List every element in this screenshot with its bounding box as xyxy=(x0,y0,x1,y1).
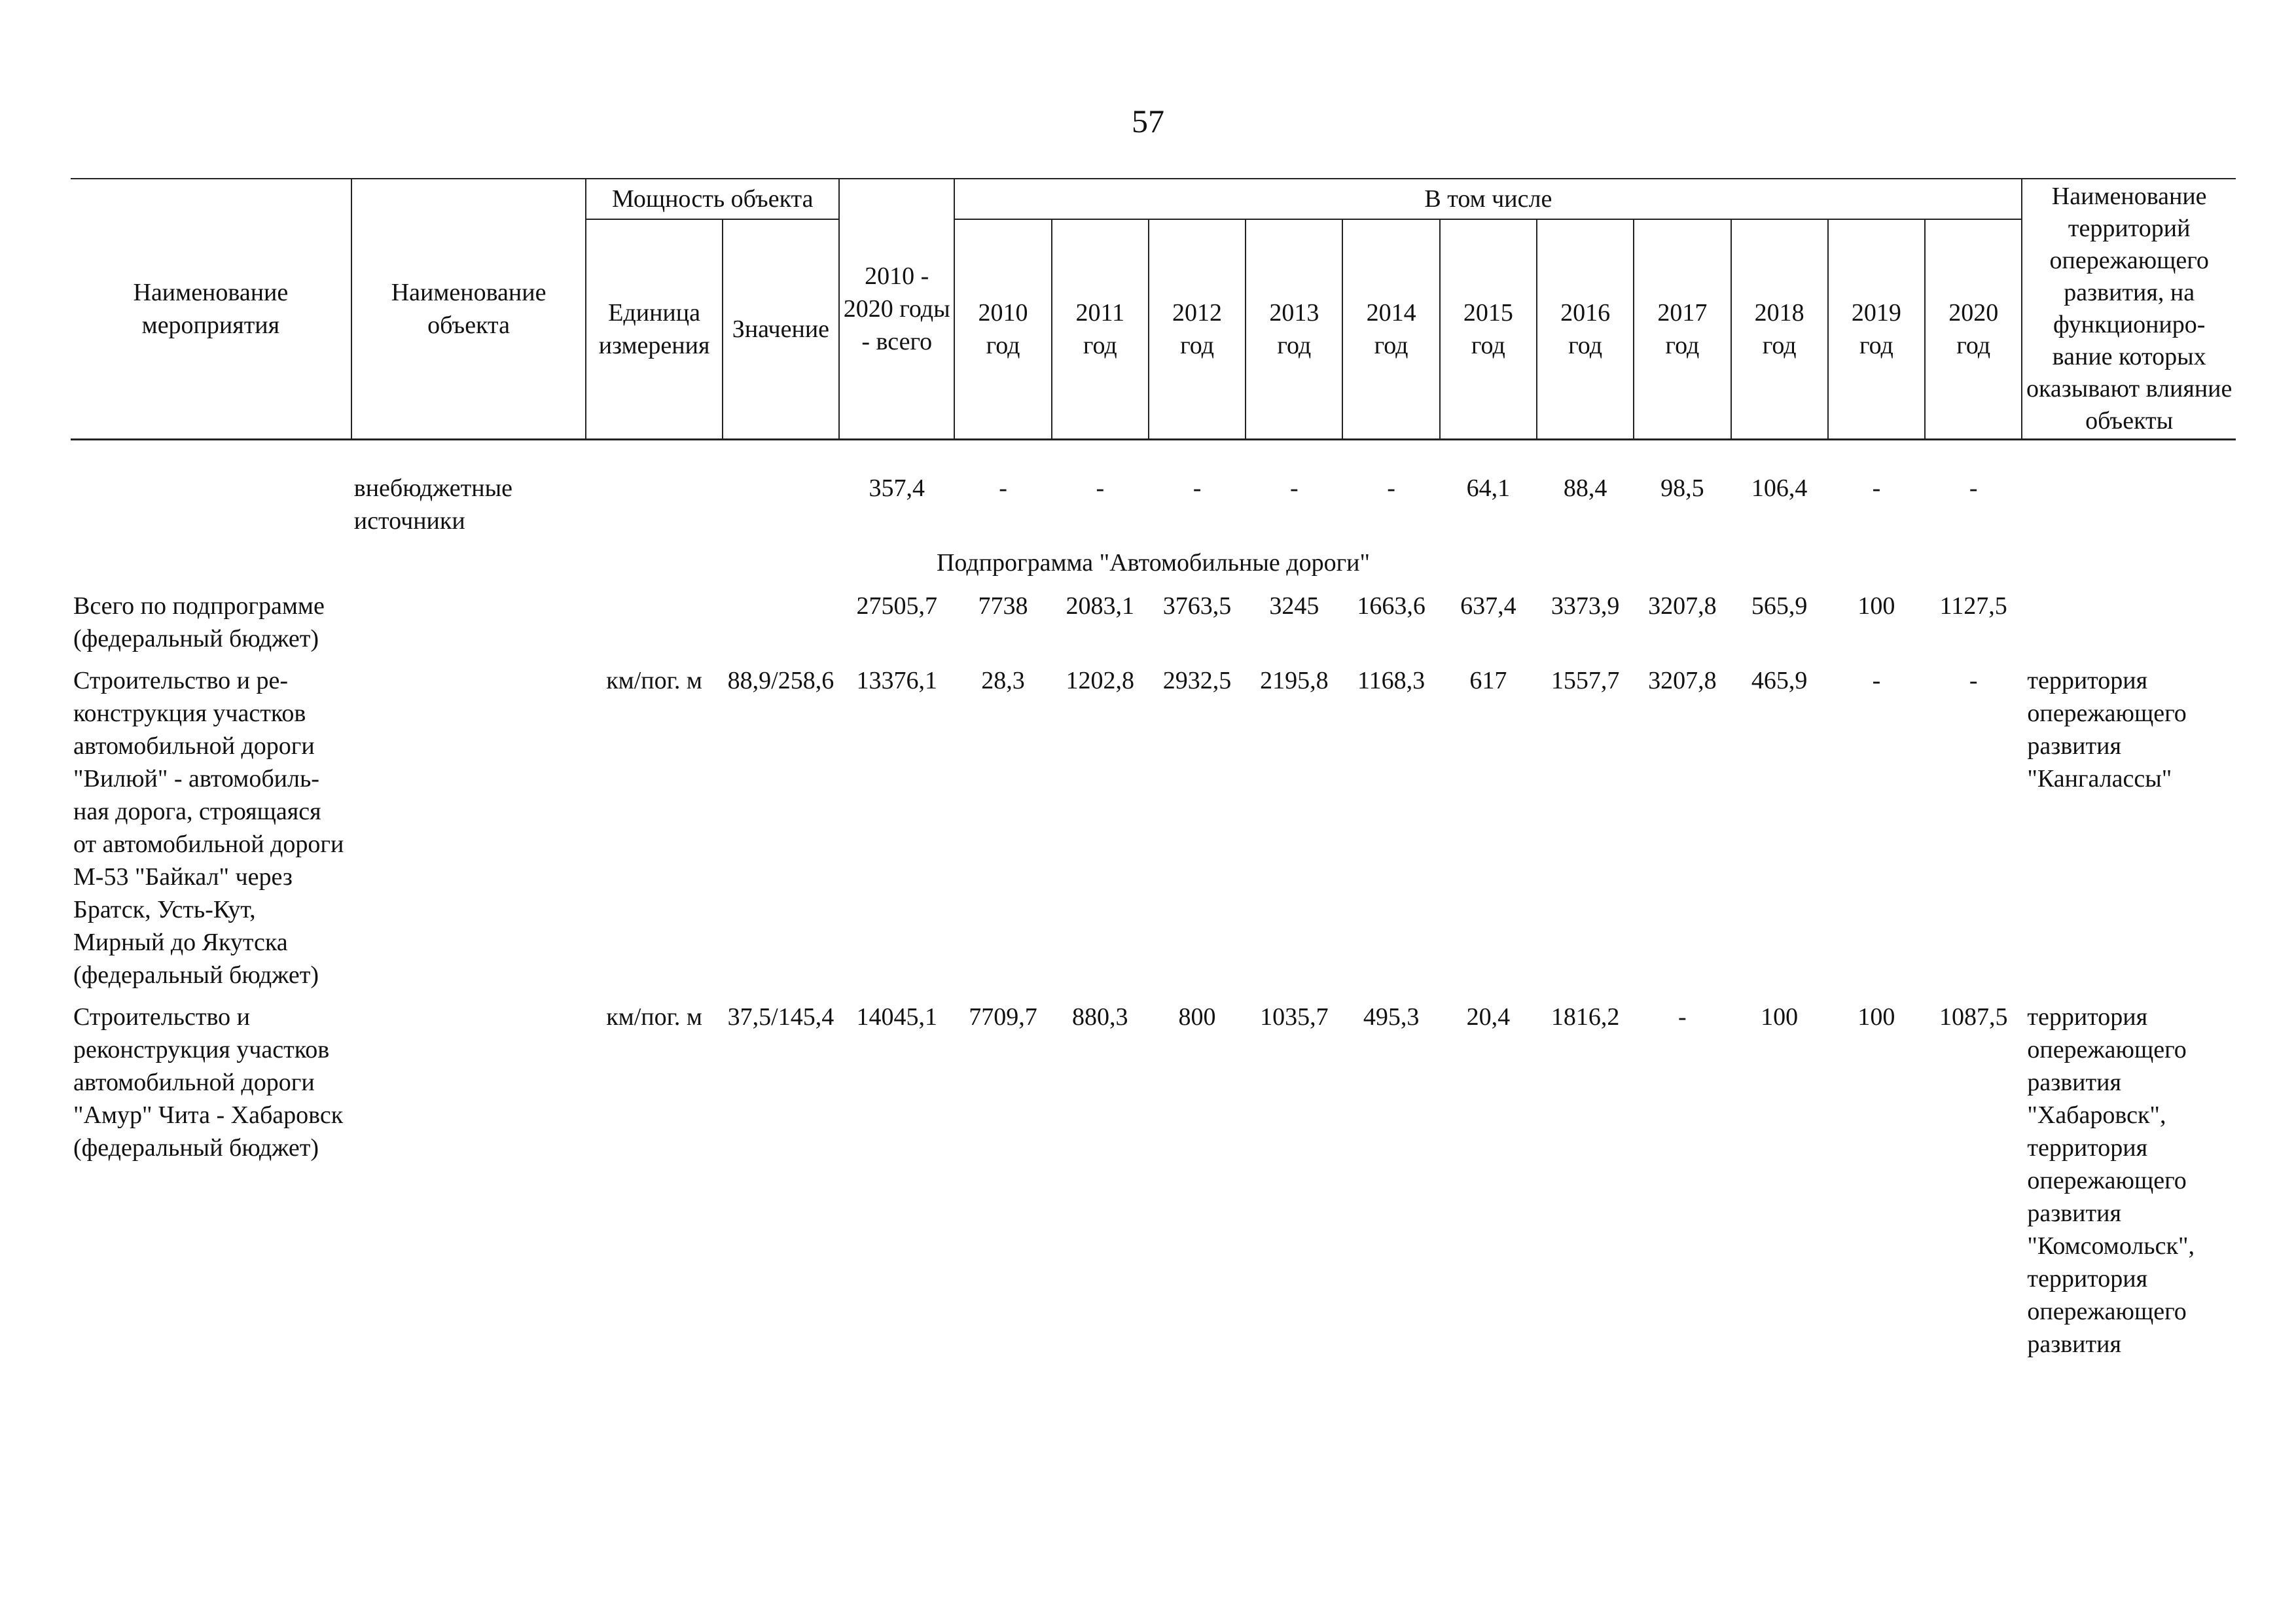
year-value-cell: 495,3 xyxy=(1363,1003,1420,1031)
total-cell: 357,4 xyxy=(869,474,925,502)
year-value-cell: 1087,5 xyxy=(1939,1003,2008,1031)
year-value-cell: 28,3 xyxy=(981,667,1025,694)
header-year-2014 xyxy=(1342,219,1439,440)
header-year-number: 2020 xyxy=(1948,298,1999,327)
header-year-number: 2019 xyxy=(1851,298,1901,327)
year-value-cell: 1168,3 xyxy=(1357,667,1426,694)
header-year-suffix: год xyxy=(986,331,1020,359)
year-value-cell: 100 xyxy=(1761,1003,1799,1031)
year-value-cell: 20,4 xyxy=(1466,1003,1511,1031)
year-value-cell: 106,4 xyxy=(1751,474,1808,502)
value-cell: 88,9/258,6 xyxy=(727,667,834,694)
year-value-cell: - xyxy=(1872,667,1881,694)
year-value-cell: 98,5 xyxy=(1660,474,1704,502)
event-name-cell xyxy=(71,440,351,541)
year-value-cell: - xyxy=(999,474,1007,502)
unit-cell xyxy=(586,440,722,541)
year-value-cell: 64,1 xyxy=(1466,474,1511,502)
header-year-number: 2013 xyxy=(1269,298,1319,327)
header-year-2015 xyxy=(1440,219,1537,440)
year-value-cell: 100 xyxy=(1857,1003,1895,1031)
page-number: 57 xyxy=(1132,103,1164,139)
header-year-suffix: год xyxy=(1180,331,1214,359)
year-value-cell: 3245 xyxy=(1269,592,1319,620)
year-value-cell: 1557,7 xyxy=(1551,667,1620,694)
header-unit: Единица измерения xyxy=(586,219,722,440)
table-header xyxy=(71,179,2236,440)
header-total: 2010 - 2020 годы - всего xyxy=(839,179,954,440)
table-row xyxy=(71,994,2236,1363)
object-name-cell: внебюджетные источники xyxy=(353,474,512,535)
year-value-cell: 3763,5 xyxy=(1162,592,1232,620)
year-value-cell: 3207,8 xyxy=(1648,667,1717,694)
header-year-number: 2018 xyxy=(1754,298,1804,327)
table-row xyxy=(71,658,2236,994)
year-value-cell: - xyxy=(1678,1003,1687,1031)
year-value-cell: 88,4 xyxy=(1563,474,1607,502)
year-value-cell: 2932,5 xyxy=(1162,667,1232,694)
table-row xyxy=(71,587,2236,658)
object-name-cell xyxy=(351,994,586,1363)
header-event: Наименование мероприятия xyxy=(71,179,351,440)
year-value-cell: - xyxy=(1387,474,1395,502)
header-year-2017 xyxy=(1634,219,1731,440)
header-year-suffix: год xyxy=(1374,331,1408,359)
year-value-cell: - xyxy=(1872,474,1881,502)
section-title: Подпрограмма "Автомобильные дороги" xyxy=(936,549,1370,577)
year-value-cell: 2083,1 xyxy=(1066,592,1135,620)
year-value-cell: 1202,8 xyxy=(1066,667,1135,694)
value-cell xyxy=(723,440,839,541)
header-year-number: 2014 xyxy=(1366,298,1416,327)
year-value-cell: 565,9 xyxy=(1751,592,1808,620)
table-row xyxy=(71,440,2236,541)
year-value-cell: - xyxy=(1969,474,1978,502)
event-name-cell: Всего по подпрограмме (федеральный бюджет) xyxy=(73,592,325,652)
territory-cell xyxy=(2022,440,2236,541)
header-year-2018 xyxy=(1731,219,1828,440)
object-name-cell xyxy=(351,587,586,658)
year-value-cell: 3373,9 xyxy=(1551,592,1620,620)
header-year-number: 2016 xyxy=(1560,298,1611,327)
year-value-cell: 7738 xyxy=(978,592,1028,620)
year-value-cell: 1035,7 xyxy=(1260,1003,1329,1031)
year-value-cell: 3207,8 xyxy=(1648,592,1717,620)
header-territory: Наименование территорий опережающего развития, на функциониро-вание которых оказывают влияние объекты xyxy=(2022,179,2236,440)
header-capacity-group: Мощность объекта xyxy=(586,179,839,219)
unit-cell xyxy=(586,587,722,658)
header-year-2010 xyxy=(954,219,1051,440)
year-value-cell: 800 xyxy=(1178,1003,1216,1031)
header-value: Значение xyxy=(723,219,839,440)
object-name-cell xyxy=(351,658,586,994)
header-year-number: 2015 xyxy=(1463,298,1513,327)
event-name-cell: Строительство и реконструкция участков автомобильной дороги "Амур" Чита - Хабаровск (федеральный бюджет) xyxy=(73,1003,344,1162)
header-year-2013 xyxy=(1246,219,1342,440)
unit-cell: км/пог. м xyxy=(606,1003,702,1031)
total-cell: 14045,1 xyxy=(856,1003,937,1031)
table-body xyxy=(71,440,2236,1364)
year-value-cell: - xyxy=(1289,474,1299,502)
value-cell xyxy=(723,587,839,658)
year-value-cell: - xyxy=(1193,474,1202,502)
territory-cell xyxy=(2022,587,2236,658)
header-year-2011 xyxy=(1052,219,1149,440)
year-value-cell: 880,3 xyxy=(1072,1003,1128,1031)
header-year-suffix: год xyxy=(1859,331,1893,359)
year-value-cell: 465,9 xyxy=(1751,667,1808,694)
year-value-cell: 637,4 xyxy=(1460,592,1516,620)
header-year-2012 xyxy=(1149,219,1246,440)
header-year-suffix: год xyxy=(1083,331,1117,359)
header-year-2020 xyxy=(1925,219,2022,440)
header-year-number: 2017 xyxy=(1657,298,1708,327)
header-year-suffix: год xyxy=(1956,331,1991,359)
budget-table xyxy=(71,178,2236,1363)
year-value-cell: 617 xyxy=(1469,667,1507,694)
header-year-2019 xyxy=(1828,219,1925,440)
year-value-cell: 1816,2 xyxy=(1551,1003,1620,1031)
territory-cell: территория опережающего развития "Хабаровск", территория опережающего развития "Комсомольск", территория опережающего развития xyxy=(2027,1003,2195,1358)
year-value-cell: - xyxy=(1969,667,1978,694)
section-row xyxy=(71,540,2236,587)
header-object: Наименование объекта xyxy=(351,179,586,440)
header-year-suffix: год xyxy=(1471,331,1505,359)
event-name-cell: Строительство и ре-конструкция участков автомобильной дороги "Вилюй" - автомобиль-ная дорога, строящаяся от автомобильной дороги М-53 "Байкал" через Братск, Усть-Кут, Мирный до Якутска (федеральный бюджет) xyxy=(73,667,344,989)
year-value-cell: 1127,5 xyxy=(1939,592,2007,620)
header-year-number: 2011 xyxy=(1075,298,1125,327)
unit-cell: км/пог. м xyxy=(606,667,702,694)
year-value-cell: 7709,7 xyxy=(969,1003,1037,1031)
header-including-group: В том числе xyxy=(954,179,2022,219)
header-year-suffix: год xyxy=(1762,331,1797,359)
total-cell: 13376,1 xyxy=(856,667,937,694)
header-year-suffix: год xyxy=(1665,331,1700,359)
header-year-number: 2012 xyxy=(1172,298,1223,327)
year-value-cell: - xyxy=(1096,474,1105,502)
year-value-cell: 2195,8 xyxy=(1260,667,1329,694)
year-value-cell: 100 xyxy=(1857,592,1895,620)
header-year-suffix: год xyxy=(1568,331,1603,359)
territory-cell: территория опережающего развития "Кангалассы" xyxy=(2027,667,2187,793)
header-year-suffix: год xyxy=(1277,331,1312,359)
header-year-2016 xyxy=(1537,219,1634,440)
total-cell: 27505,7 xyxy=(856,592,937,620)
value-cell: 37,5/145,4 xyxy=(727,1003,834,1031)
year-value-cell: 1663,6 xyxy=(1357,592,1426,620)
header-year-number: 2010 xyxy=(978,298,1028,327)
